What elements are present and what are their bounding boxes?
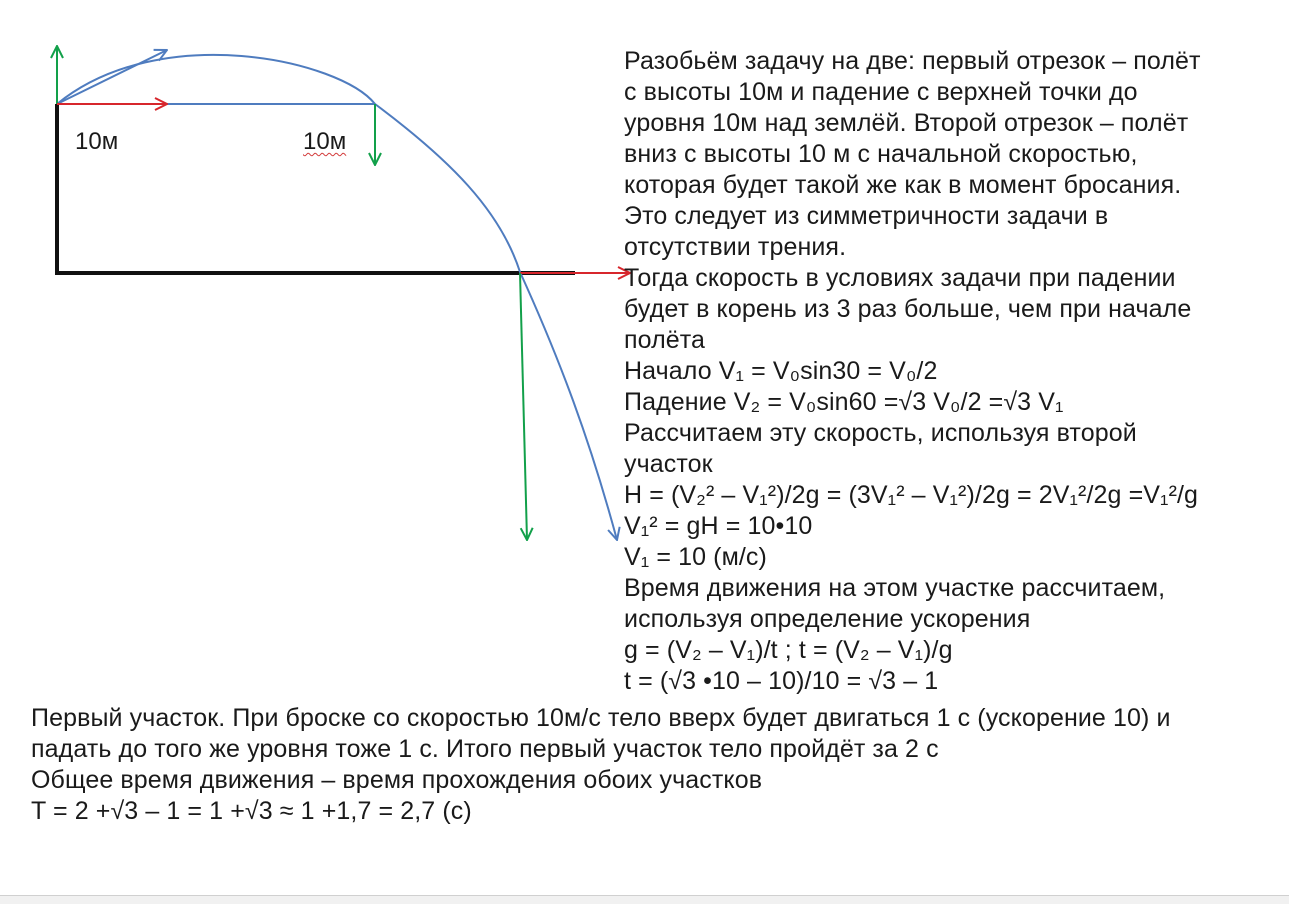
text-line: полёта xyxy=(624,326,706,354)
formula-line: Падение V₂ = V₀sin60 =√3 V₀/2 =√3 V₁ xyxy=(624,388,1064,416)
text-line: участок xyxy=(624,450,713,478)
text-line: уровня 10м над землёй. Второй отрезок – полёт xyxy=(624,109,1189,137)
formula-line: t = (√3 •10 – 10)/10 = √3 – 1 xyxy=(624,667,939,695)
solution-text-bottom xyxy=(31,703,1171,827)
text-line: отсутствии трения. xyxy=(624,233,847,261)
formula-line: T = 2 +√3 – 1 = 1 +√3 ≈ 1 +1,7 = 2,7 (с) xyxy=(31,797,472,825)
formula-line: V₁ = 10 (м/с) xyxy=(624,543,767,571)
bottom-scrollbar-edge xyxy=(0,895,1289,904)
text-line: падать до того же уровня тоже 1 с. Итого первый участок тело пройдёт за 2 с xyxy=(31,735,939,763)
solution-text-right xyxy=(624,46,1201,697)
formula-line: H = (V₂² – V₁²)/2g = (3V₁² – V₁²)/2g = 2V₁²/2g =V₁²/g xyxy=(624,481,1199,509)
height-label-left: 10м xyxy=(75,128,119,155)
text-line: будет в корень из 3 раз больше, чем при начале xyxy=(624,295,1192,323)
formula-line: g = (V₂ – V₁)/t ; t = (V₂ – V₁)/g xyxy=(624,636,953,664)
text-line: Разобьём задачу на две: первый отрезок – полёт xyxy=(624,47,1201,75)
ground-vertical-arrow xyxy=(520,273,527,540)
text-line: используя определение ускорения xyxy=(624,605,1031,633)
formula-line: V₁² = gH = 10•10 xyxy=(624,512,813,540)
text-line: Тогда скорость в условиях задачи при падении xyxy=(624,264,1176,292)
initial-velocity-arrow xyxy=(57,50,167,104)
text-line: вниз с высоты 10 м с начальной скоростью, xyxy=(624,140,1138,168)
text-line: Первый участок. При броске со скоростью 10м/с тело вверх будет двигаться 1 с (ускорение 10) и xyxy=(31,704,1171,732)
text-line: Общее время движения – время прохождения обоих участков xyxy=(31,766,763,794)
text-line: Это следует из симметричности задачи в xyxy=(624,202,1109,230)
text-line: Рассчитаем эту скорость, используя второй xyxy=(624,419,1137,447)
text-line: которая будет такой же как в момент бросания. xyxy=(624,171,1182,199)
text-line: с высоты 10м и падение с верхней точки до xyxy=(624,78,1138,106)
formula-line: Начало V₁ = V₀sin30 = V₀/2 xyxy=(624,357,938,385)
text-line: Время движения на этом участке рассчитаем, xyxy=(624,574,1166,602)
height-label-right: 10м xyxy=(303,128,347,155)
